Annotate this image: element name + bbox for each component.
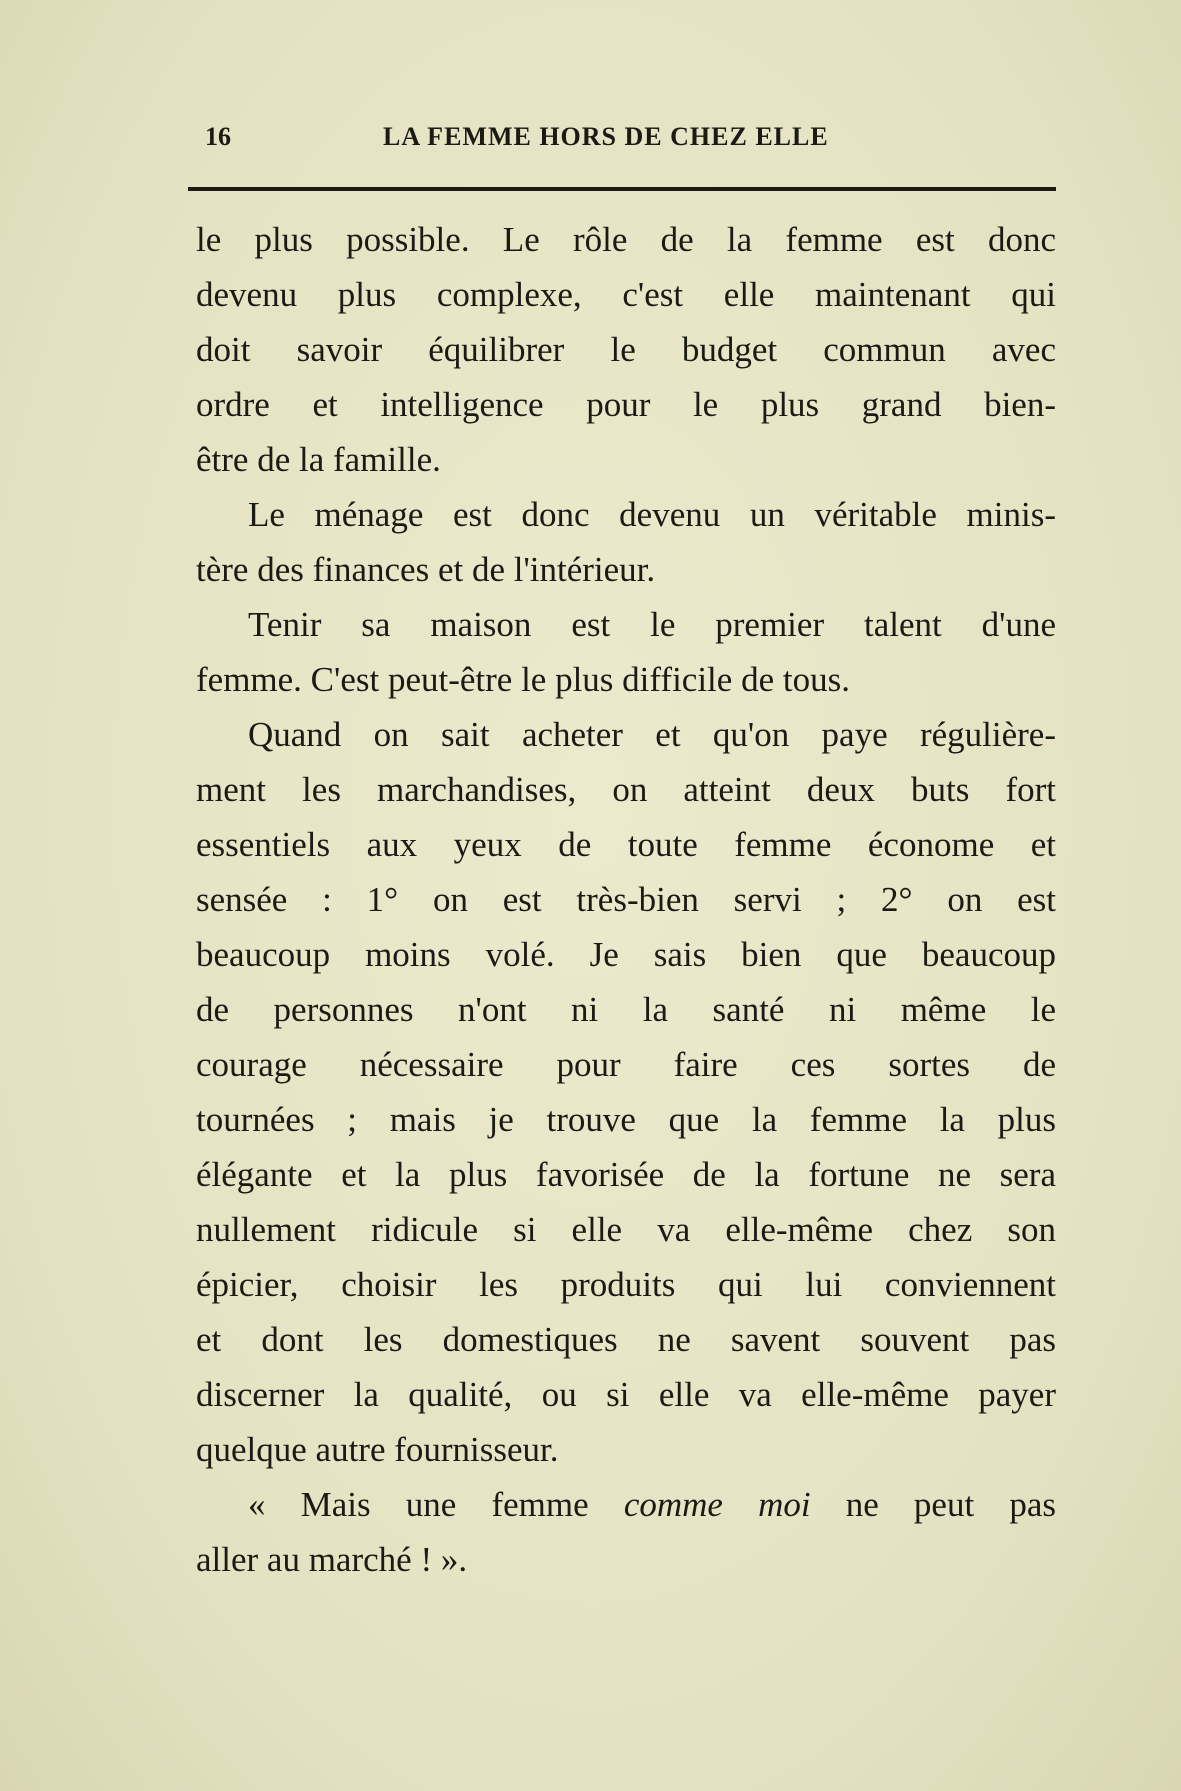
text-line: Quand on sait acheter et qu'on paye régulière-: [248, 715, 1056, 754]
text-line: devenu plus complexe, c'est elle maintenant qui: [196, 275, 1056, 314]
quote-text-end: ne peut pas: [810, 1485, 1056, 1524]
text-line: doit savoir équilibrer le budget commun avec: [196, 330, 1056, 369]
text-line: de personnes n'ont ni la santé ni même le: [196, 990, 1056, 1029]
text-line: quelque autre fournisseur.: [196, 1430, 559, 1469]
text-line: discerner la qualité, ou si elle va elle-même payer: [196, 1375, 1056, 1414]
text-line: tère des finances et de l'intérieur.: [196, 550, 656, 589]
quote-text: « Mais une femme: [248, 1485, 624, 1524]
text-line: beaucoup moins volé. Je sais bien que beaucoup: [196, 935, 1056, 974]
quote-emphasis: comme moi: [623, 1485, 811, 1524]
page-number: 16: [205, 122, 231, 151]
header-rule: [188, 187, 1056, 191]
text-line: nullement ridicule si elle va elle-même chez son: [196, 1210, 1056, 1249]
running-header: [205, 122, 905, 162]
body-text: [196, 212, 1056, 1587]
text-line: essentiels aux yeux de toute femme économe et: [196, 825, 1056, 864]
text-line: et dont les domestiques ne savent souvent pas: [196, 1320, 1056, 1359]
text-line: être de la famille.: [196, 440, 441, 479]
text-line: ment les marchandises, on atteint deux buts fort: [196, 770, 1056, 809]
text-line-final: aller au marché ! ».: [196, 1540, 468, 1579]
text-line-quote: [196, 1477, 1056, 1532]
text-line: épicier, choisir les produits qui lui conviennent: [196, 1265, 1056, 1304]
running-title: LA FEMME HORS DE CHEZ ELLE: [383, 122, 829, 151]
text-line: courage nécessaire pour faire ces sortes de: [196, 1045, 1056, 1084]
text-line: Tenir sa maison est le premier talent d'une: [248, 605, 1056, 644]
text-line: Le ménage est donc devenu un véritable minis-: [248, 495, 1056, 534]
text-line: tournées ; mais je trouve que la femme la plus: [196, 1100, 1056, 1139]
text-line: élégante et la plus favorisée de la fortune ne sera: [196, 1155, 1056, 1194]
text-line: le plus possible. Le rôle de la femme est donc: [196, 220, 1056, 259]
text-line: femme. C'est peut-être le plus difficile de tous.: [196, 660, 850, 699]
text-line: ordre et intelligence pour le plus grand bien-: [196, 385, 1056, 424]
text-line: sensée : 1° on est très-bien servi ; 2° on est: [196, 880, 1056, 919]
